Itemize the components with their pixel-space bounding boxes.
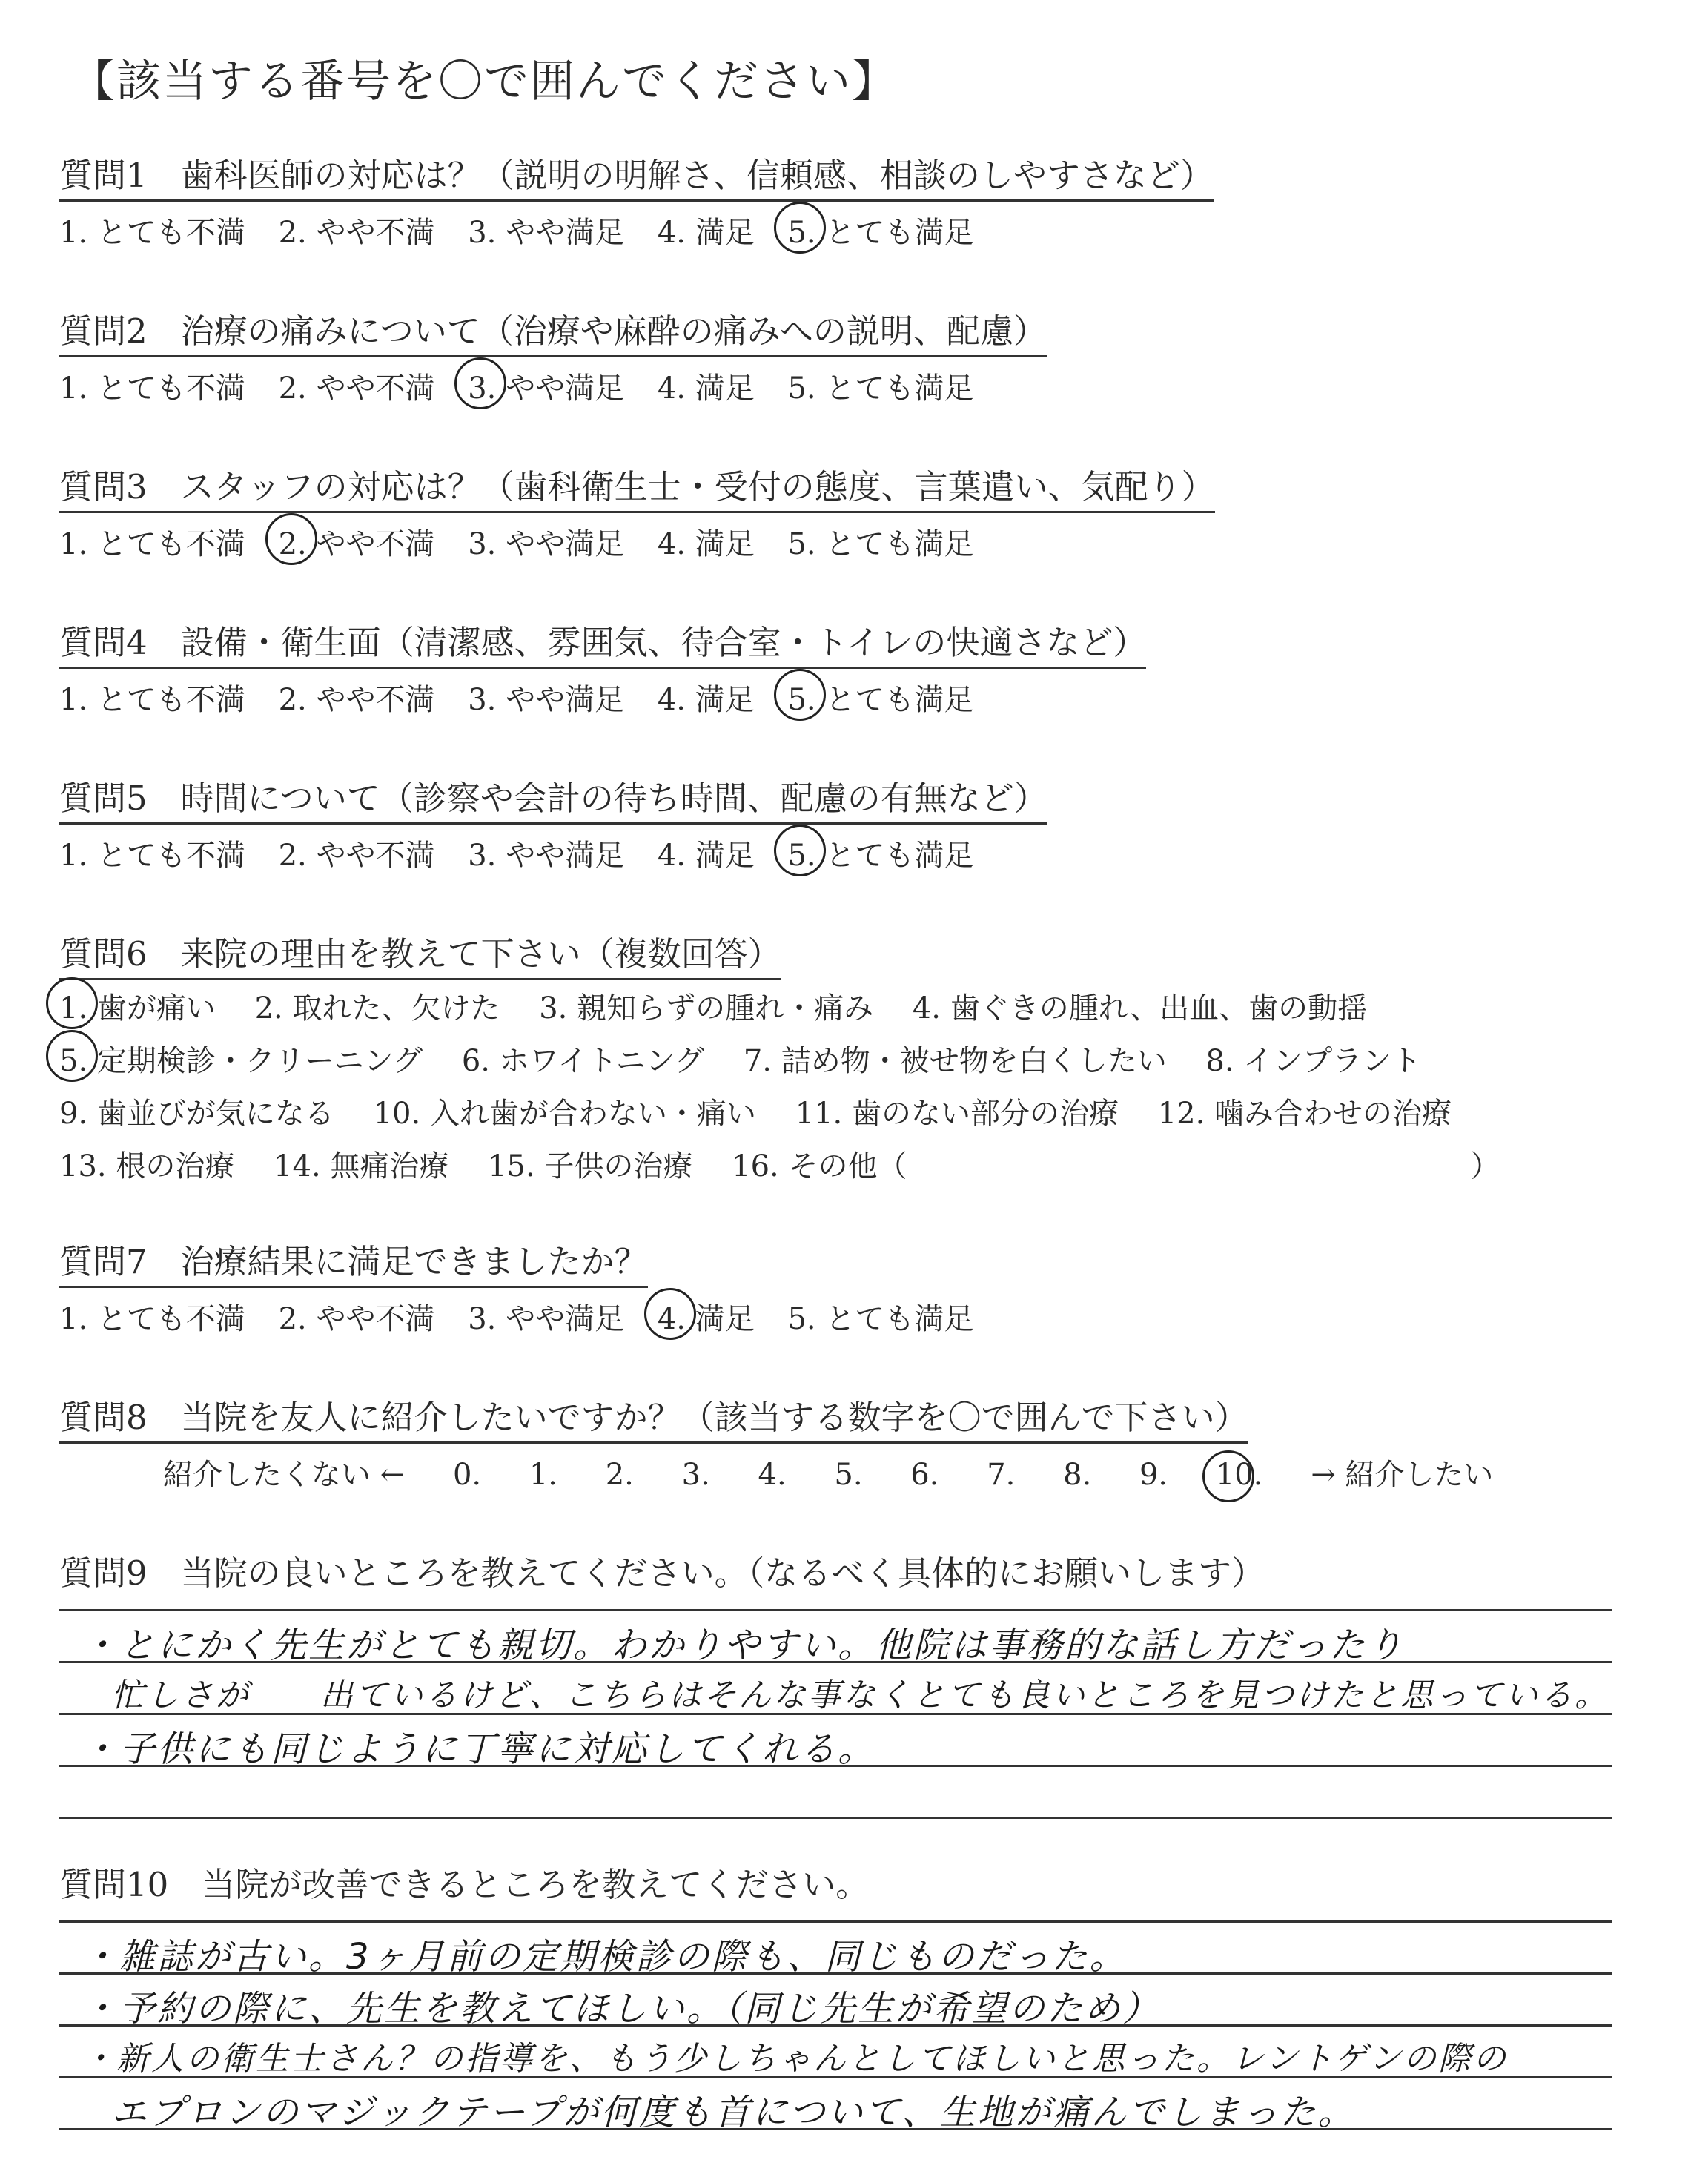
- question-7-options: [59, 1295, 997, 1338]
- question-2-options: [59, 365, 997, 407]
- question-5-options: [59, 832, 997, 874]
- reason-10[interactable]: 10. 入れ歯が合わない・痛い: [373, 1097, 756, 1131]
- scale-1[interactable]: 1.: [529, 1458, 558, 1492]
- page-header: 【該当する番号を〇で囲んでください】: [70, 56, 898, 108]
- reason-3[interactable]: 3. 親知らずの腫れ・痛み: [539, 991, 874, 1025]
- q1-option-3[interactable]: 3. やや満足: [468, 216, 625, 250]
- q7-option-5[interactable]: 5. とても満足: [787, 1302, 974, 1336]
- q5-option-2[interactable]: 2. やや不満: [278, 839, 435, 873]
- q2-option-2[interactable]: 2. やや不満: [278, 371, 435, 406]
- question-9-title: 質問9 当院の良いところを教えてください。（なるべく具体的にお願いします）: [59, 1553, 1265, 1593]
- q2-option-5[interactable]: 5. とても満足: [787, 371, 974, 406]
- reason-row-4: [59, 1143, 1529, 1195]
- q10-handwritten-4: エプロンのマジックテープが何度も首について、生地が痛んでしまった。: [111, 2092, 1356, 2133]
- reason-row-2: [59, 1037, 1529, 1090]
- reason-7[interactable]: 7. 詰め物・被せ物を白くしたい: [743, 1044, 1167, 1078]
- reason-4[interactable]: 4. 歯ぐきの腫れ、出血、歯の動揺: [912, 991, 1368, 1025]
- scale-0[interactable]: 0.: [452, 1458, 482, 1492]
- reason-9[interactable]: 9. 歯並びが気になる: [59, 1097, 334, 1131]
- question-4-options: [59, 676, 997, 719]
- q4-option-4[interactable]: 4. 満足: [657, 683, 755, 717]
- q7-option-4-selected[interactable]: 4. 満足: [658, 1295, 755, 1338]
- scale-5[interactable]: 5.: [834, 1458, 863, 1492]
- reason-1-selected[interactable]: 1. 歯が痛い: [59, 985, 216, 1027]
- q5-option-3[interactable]: 3. やや満足: [468, 839, 625, 873]
- q7-option-3[interactable]: 3. やや満足: [468, 1302, 625, 1336]
- q3-option-3[interactable]: 3. やや満足: [468, 527, 625, 561]
- reason-row-3: [59, 1090, 1529, 1143]
- q2-option-3-selected[interactable]: 3. やや満足: [468, 365, 624, 407]
- recommend-scale: [163, 1451, 1532, 1493]
- reason-6[interactable]: 6. ホワイトニング: [461, 1044, 705, 1078]
- q10-answer-line-1: [59, 1920, 1612, 1923]
- q4-option-5-selected[interactable]: 5. とても満足: [787, 676, 973, 719]
- reason-16-other[interactable]: 16. その他（ ）: [732, 1149, 1500, 1183]
- scale-10-selected[interactable]: 10.: [1215, 1458, 1263, 1492]
- scale-right-label: → 紹介したい: [1311, 1458, 1494, 1492]
- reason-5-selected[interactable]: 5. 定期検診・クリーニング: [59, 1037, 423, 1080]
- reason-11[interactable]: 11. 歯のない部分の治療: [795, 1097, 1119, 1131]
- scale-8[interactable]: 8.: [1063, 1458, 1092, 1492]
- reason-14[interactable]: 14. 無痛治療: [274, 1149, 449, 1183]
- question-8-title: 質問8 当院を友人に紹介したいですか？（該当する数字を〇で囲んで下さい）: [59, 1390, 1248, 1444]
- q3-option-2-selected[interactable]: 2. やや不満: [279, 521, 435, 563]
- question-10-title: 質問10 当院が改善できるところを教えてください。: [59, 1865, 870, 1904]
- scale-left-label: 紹介したくない ←: [163, 1458, 406, 1492]
- reason-2[interactable]: 2. 取れた、欠けた: [254, 991, 500, 1025]
- q9-handwritten-1: ・とにかく先生がとても親切。わかりやすい。他院は事務的な話し方だったり: [82, 1625, 1406, 1666]
- scale-3[interactable]: 3.: [681, 1458, 710, 1492]
- q7-option-2[interactable]: 2. やや不満: [278, 1302, 435, 1336]
- q1-option-2[interactable]: 2. やや不満: [278, 216, 435, 250]
- question-5-title: 質問5 時間について（診察や会計の待ち時間、配慮の有無など）: [59, 771, 1047, 825]
- reason-row-1: [59, 985, 1529, 1037]
- q9-handwritten-3: ・子供にも同じように丁寧に対応してくれる。: [82, 1728, 876, 1770]
- q5-option-5-selected[interactable]: 5. とても満足: [787, 832, 973, 874]
- reason-8[interactable]: 8. インプラント: [1205, 1044, 1422, 1078]
- question-4-title: 質問4 設備・衛生面（清潔感、雰囲気、待合室・トイレの快適さなど）: [59, 615, 1146, 669]
- question-1-options: [59, 209, 997, 251]
- q1-option-1[interactable]: 1. とても不満: [59, 216, 245, 250]
- question-3-options: [59, 521, 997, 563]
- question-3-title: 質問3 スタッフの対応は？（歯科衛生士・受付の態度、言葉遣い、気配り）: [59, 460, 1215, 513]
- scale-2[interactable]: 2.: [605, 1458, 634, 1492]
- scale-4[interactable]: 4.: [758, 1458, 787, 1492]
- q4-option-2[interactable]: 2. やや不満: [278, 683, 435, 717]
- q3-option-5[interactable]: 5. とても満足: [787, 527, 974, 561]
- q9-answer-line-5: [59, 1817, 1612, 1819]
- reason-13[interactable]: 13. 根の治療: [59, 1149, 235, 1183]
- q10-handwritten-2: ・予約の際に、先生を教えてほしい。（同じ先生が希望のため）: [82, 1988, 1161, 2029]
- q2-option-1[interactable]: 1. とても不満: [59, 371, 245, 406]
- scale-7[interactable]: 7.: [987, 1458, 1016, 1492]
- question-1-title: 質問1 歯科医師の対応は？（説明の明解さ、信頼感、相談のしやすさなど）: [59, 148, 1214, 202]
- q5-option-1[interactable]: 1. とても不満: [59, 839, 245, 873]
- q4-option-1[interactable]: 1. とても不満: [59, 683, 245, 717]
- q2-option-4[interactable]: 4. 満足: [657, 371, 755, 406]
- q1-option-5-selected[interactable]: 5. とても満足: [787, 209, 973, 251]
- q10-handwritten-3: ・新人の衛生士さん？の指導を、もう少しちゃんとしてほしいと思った。レントゲンの際の: [82, 2040, 1509, 2078]
- question-7-title: 質問7 治療結果に満足できましたか？: [59, 1235, 648, 1288]
- reason-15[interactable]: 15. 子供の治療: [488, 1149, 693, 1183]
- q10-handwritten-1: ・雑誌が古い。3ヶ月前の定期検診の際も、同じものだった。: [82, 1936, 1128, 1978]
- question-6-reasons: [59, 985, 1529, 1195]
- scale-6[interactable]: 6.: [910, 1458, 939, 1492]
- q9-answer-line-1: [59, 1609, 1612, 1611]
- q1-option-4[interactable]: 4. 満足: [657, 216, 755, 250]
- q5-option-4[interactable]: 4. 満足: [657, 839, 755, 873]
- scale-9[interactable]: 9.: [1139, 1458, 1168, 1492]
- reason-12[interactable]: 12. 噛み合わせの治療: [1157, 1097, 1452, 1131]
- q4-option-3[interactable]: 3. やや満足: [468, 683, 625, 717]
- question-2-title: 質問2 治療の痛みについて（治療や麻酔の痛みへの説明、配慮）: [59, 304, 1047, 357]
- question-6-title: 質問6 来院の理由を教えて下さい（複数回答）: [59, 927, 781, 980]
- q9-handwritten-2: 忙しさが 出ているけど、こちらはそんな事なくとても良いところを見つけたと思っている。: [111, 1677, 1609, 1714]
- q3-option-1[interactable]: 1. とても不満: [59, 527, 245, 561]
- q3-option-4[interactable]: 4. 満足: [657, 527, 755, 561]
- q7-option-1[interactable]: 1. とても不満: [59, 1302, 245, 1336]
